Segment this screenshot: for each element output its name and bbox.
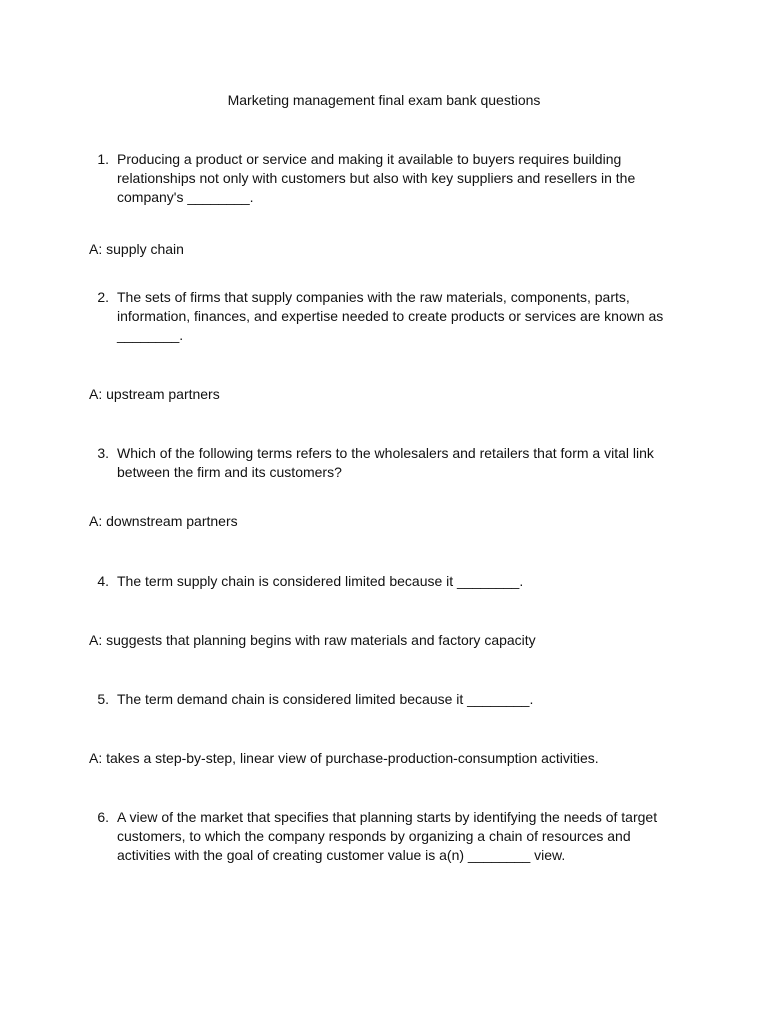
question-text: The term supply chain is considered limited because it ________. — [117, 573, 524, 589]
question-number: 6. — [97, 809, 109, 825]
question-number: 5. — [97, 691, 109, 707]
question-text: Which of the following terms refers to the wholesalers and retailers that form a vital link between the firm and its customers? — [117, 445, 654, 480]
question-number: 1. — [97, 151, 109, 167]
answer-text: A: suggests that planning begins with raw materials and factory capacity — [89, 632, 536, 648]
question-text: The term demand chain is considered limited because it ________. — [117, 691, 534, 707]
question-text: A view of the market that specifies that planning starts by identifying the needs of target customers, to which the company responds by organizing a chain of resources and activities with the goal of creating customer value is a(n) ________ view. — [117, 809, 658, 863]
question-number: 2. — [97, 289, 109, 305]
question-text: Producing a product or service and making it available to buyers requires building relationships not only with customers but also with key suppliers and resellers in the company's ________. — [117, 151, 636, 205]
question-number: 4. — [97, 573, 109, 589]
document-title: Marketing management final exam bank questions — [227, 92, 541, 108]
answer-text: A: supply chain — [89, 241, 184, 257]
question-number: 3. — [97, 445, 109, 461]
answer-text: A: upstream partners — [89, 386, 220, 402]
question-text: The sets of firms that supply companies with the raw materials, components, parts, information, finances, and expertise needed to create products or services are known as ________. — [117, 289, 664, 343]
answer-text: A: takes a step-by-step, linear view of purchase-production-consumption activities. — [89, 750, 599, 766]
answer-text: A: downstream partners — [89, 513, 238, 529]
